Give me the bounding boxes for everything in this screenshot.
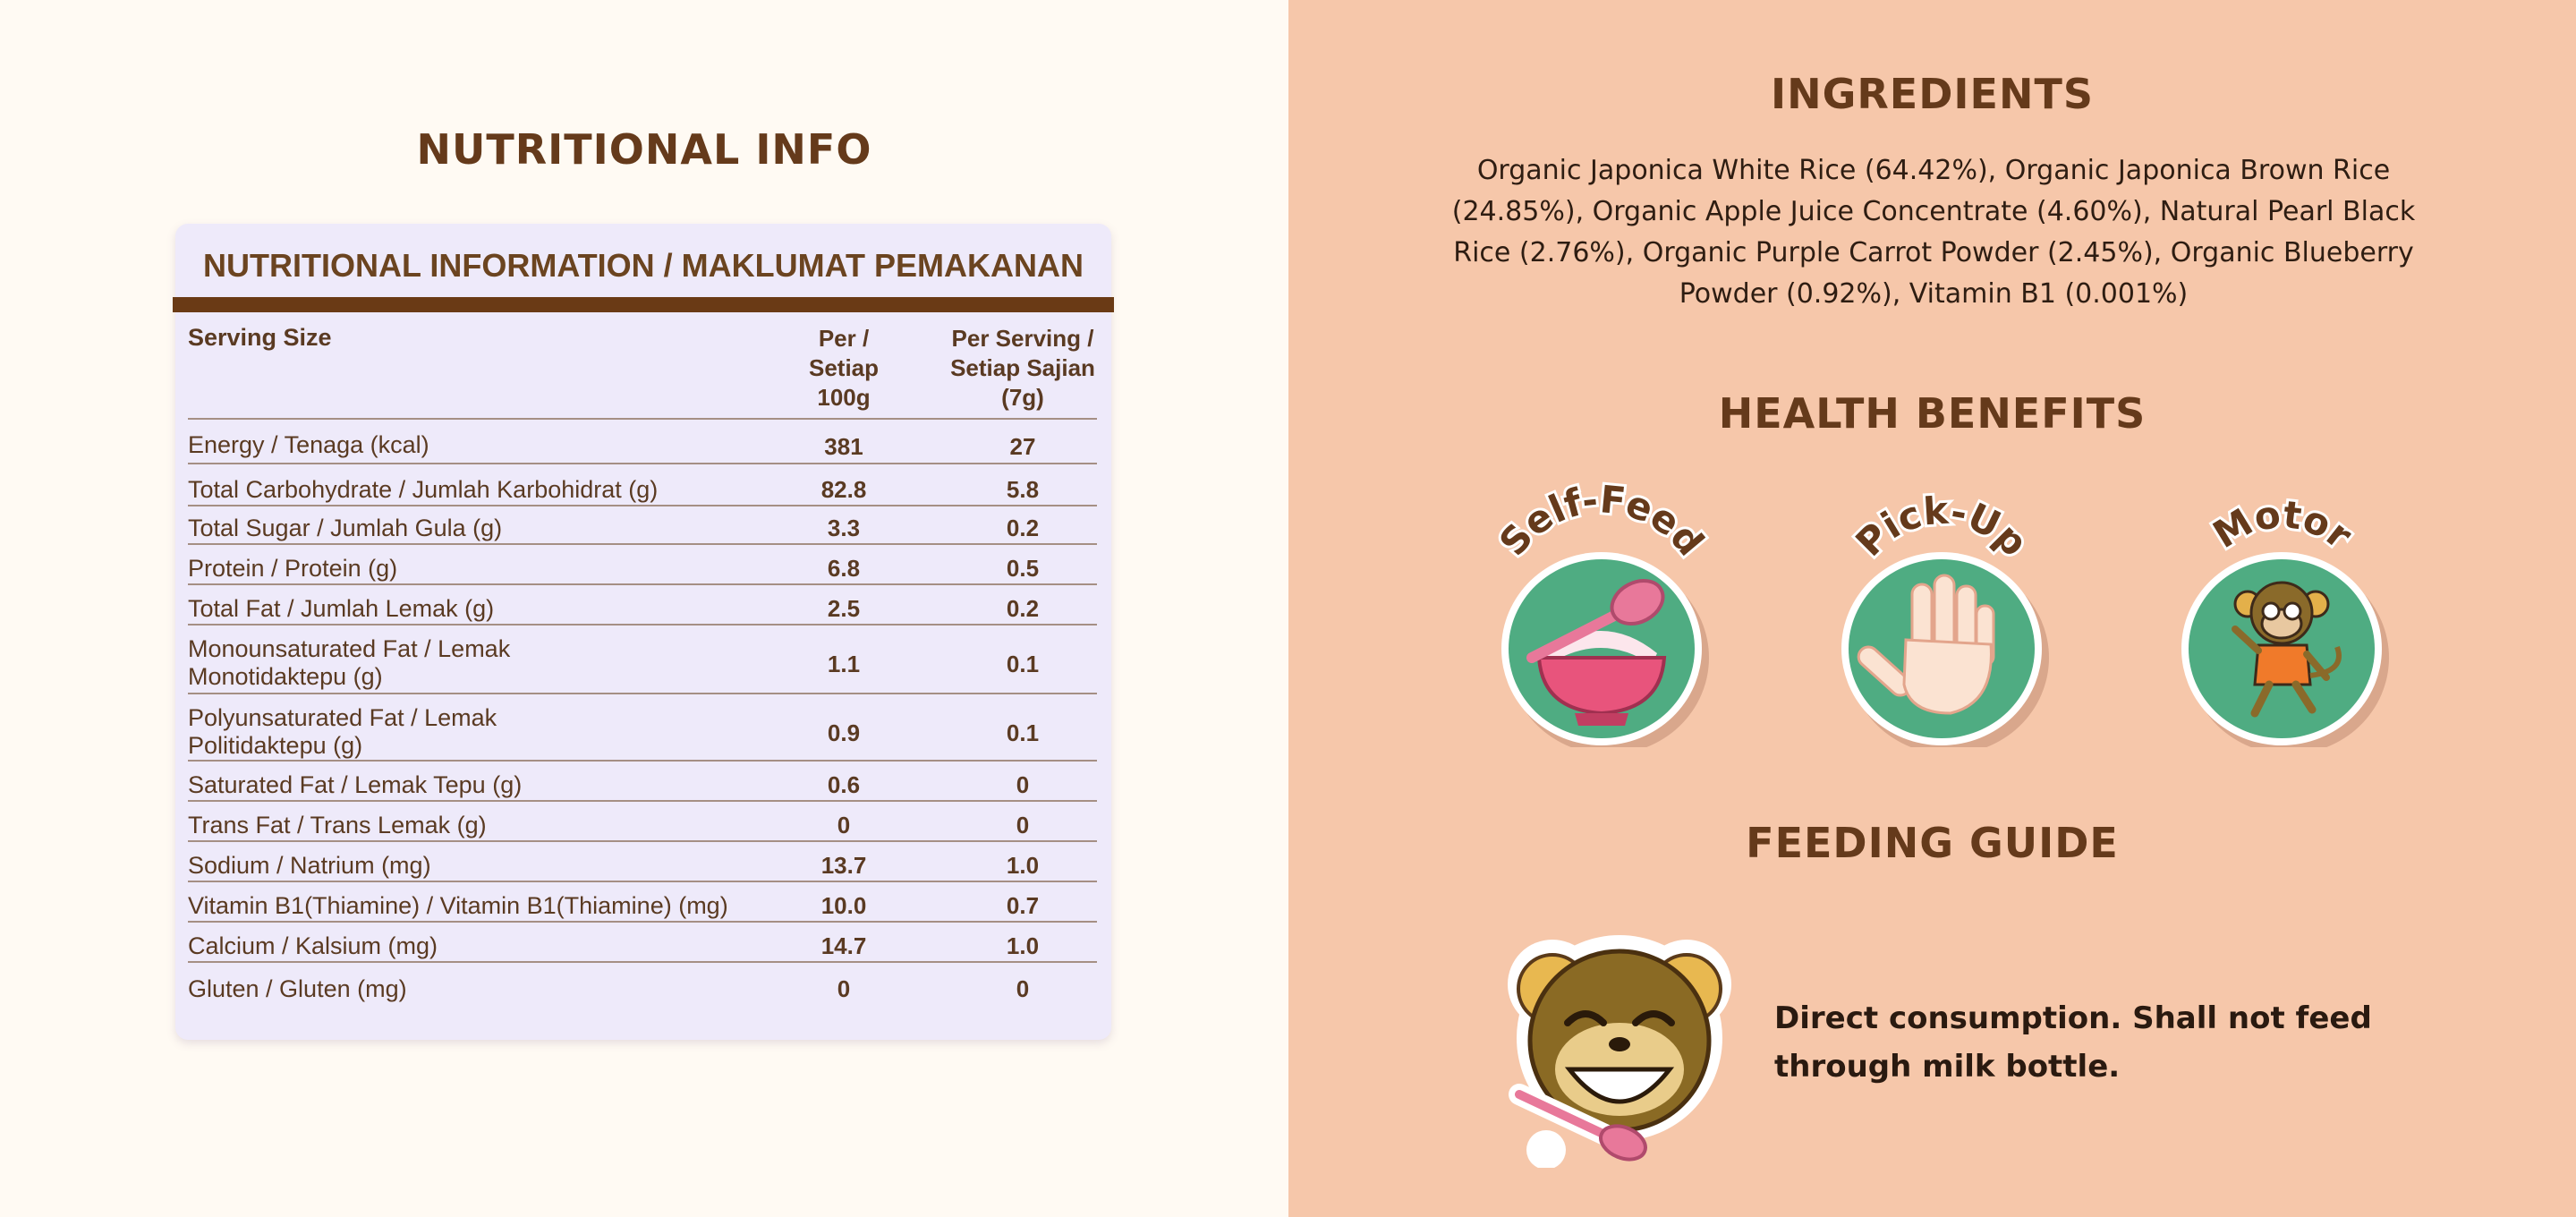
nutrient-label: Total Fat / Jumlah Lemak (g) [188, 595, 495, 622]
nutrient-label: Energy / Tenaga (kcal) [188, 431, 429, 458]
nutrient-label: Trans Fat / Trans Lemak (g) [188, 812, 487, 838]
row-divider [188, 961, 1097, 963]
per-serving-value: 0.1 [1006, 719, 1040, 746]
row-divider [188, 921, 1097, 923]
per-serving-value: 0.2 [1006, 515, 1040, 541]
per-100g-value: 13.7 [820, 852, 867, 879]
benefit-label: Motor [2205, 491, 2360, 558]
hand-icon [1807, 479, 2076, 747]
nutrient-label: Calcium / Kalsium (mg) [188, 932, 438, 959]
row-divider [188, 693, 1097, 694]
nutrient-label-line: Monotidaktepu (g) [188, 663, 383, 690]
table-header-bar [173, 297, 1114, 312]
feeding-guide-line: Direct consumption. Shall not feed [1774, 1000, 2372, 1036]
benefit-self-feed [1467, 479, 1736, 747]
per-100g-value: 82.8 [820, 476, 867, 503]
per-100g-value: 1.1 [827, 651, 861, 677]
per-100g-header: Per / Setiap 100g [808, 325, 880, 411]
feeding-guide-line: through milk bottle. [1774, 1049, 2121, 1085]
per-100g-value: 0.6 [827, 771, 861, 798]
benefit-label: Pick-Up [1847, 488, 2036, 566]
monkey-icon [2147, 479, 2416, 747]
svg-text:Motor [2206, 492, 2360, 557]
nutrient-label: Total Sugar / Jumlah Gula (g) [188, 515, 503, 541]
nutrition-table [175, 224, 1111, 1040]
nutrient-label: Protein / Protein (g) [188, 555, 398, 582]
per-100g-value: 381 [824, 433, 863, 460]
row-divider [188, 418, 1097, 420]
monkey-face-icon [1503, 935, 1754, 1168]
per-serving-value: 0.1 [1006, 651, 1040, 677]
nutritional-info-heading: NUTRITIONAL INFO [416, 125, 872, 174]
per-serving-header: Per Serving / Setiap Sajian (7g) [950, 325, 1095, 411]
nutrient-label: Sodium / Natrium (mg) [188, 852, 431, 879]
per-serving-value: 0.5 [1006, 555, 1040, 582]
feeding-guide-heading: FEEDING GUIDE [1746, 819, 2119, 867]
benefit-label: Self-Feed [1491, 479, 1713, 565]
ingredients-line: Organic Japonica White Rice (64.42%), Organic Japonica Brown Rice [1476, 155, 2391, 186]
nutrient-label: Gluten / Gluten (mg) [188, 975, 407, 1002]
nutrient-label-line: Monounsaturated Fat / Lemak [188, 635, 511, 662]
per-100g-value: 14.7 [820, 932, 867, 959]
per-100g-value: 3.3 [827, 515, 861, 541]
ingredients-heading: INGREDIENTS [1771, 70, 2094, 118]
per-serving-value: 1.0 [1006, 932, 1040, 959]
per-100g-value: 6.8 [827, 555, 861, 582]
nutrient-label-line: Politidaktepu (g) [188, 732, 363, 759]
row-divider [188, 624, 1097, 626]
row-divider [188, 800, 1097, 802]
feeding-guide-text [1774, 994, 2401, 1091]
per-serving-value: 0 [1016, 975, 1030, 1002]
ingredients-line: Rice (2.76%), Organic Purple Carrot Powder (2.45%), Organic Blueberry [1453, 237, 2414, 268]
bowl-spoon-icon [1467, 479, 1736, 747]
nutrient-label-line: Polyunsaturated Fat / Lemak [188, 704, 497, 731]
row-divider [188, 760, 1097, 762]
health-benefits-heading: HEALTH BENEFITS [1718, 389, 2147, 438]
row-divider [188, 505, 1097, 506]
per-serving-value: 0 [1016, 771, 1030, 798]
row-divider [188, 881, 1097, 882]
nutrient-label: Saturated Fat / Lemak Tepu (g) [188, 771, 523, 798]
ingredients-line: Powder (0.92%), Vitamin B1 (0.001%) [1679, 278, 2189, 310]
row-divider [188, 840, 1097, 842]
per-100g-value: 0 [837, 975, 851, 1002]
serving-size-label: Serving Size [188, 324, 332, 351]
per-100g-value: 0.9 [827, 719, 861, 746]
ingredients-line: (24.85%), Organic Apple Juice Concentrate (4.60%), Natural Pearl Black [1451, 196, 2416, 227]
svg-text:Self-Feed [1491, 479, 1713, 564]
per-serving-value: 0.2 [1006, 595, 1040, 622]
per-100g-value: 10.0 [820, 892, 867, 919]
per-serving-value: 0.7 [1006, 892, 1040, 919]
row-divider [188, 583, 1097, 585]
per-serving-value: 1.0 [1006, 852, 1040, 879]
nutrition-table-title: NUTRITIONAL INFORMATION / MAKLUMAT PEMAKANAN [203, 247, 1084, 284]
per-serving-value: 5.8 [1006, 476, 1040, 503]
nutrient-label: Total Carbohydrate / Jumlah Karbohidrat (g) [188, 476, 659, 503]
per-100g-value: 2.5 [827, 595, 861, 622]
nutrient-label [188, 635, 510, 691]
benefit-motor [2147, 479, 2416, 747]
per-serving-value: 27 [1009, 433, 1036, 460]
nutrient-label: Vitamin B1(Thiamine) / Vitamin B1(Thiamine) (mg) [188, 892, 728, 919]
benefit-pick-up [1807, 479, 2076, 747]
row-divider [188, 463, 1097, 464]
nutrient-label [188, 704, 497, 760]
ingredients-text [1416, 150, 2452, 315]
per-serving-value: 0 [1016, 812, 1030, 838]
row-divider [188, 543, 1097, 545]
per-100g-value: 0 [837, 812, 851, 838]
